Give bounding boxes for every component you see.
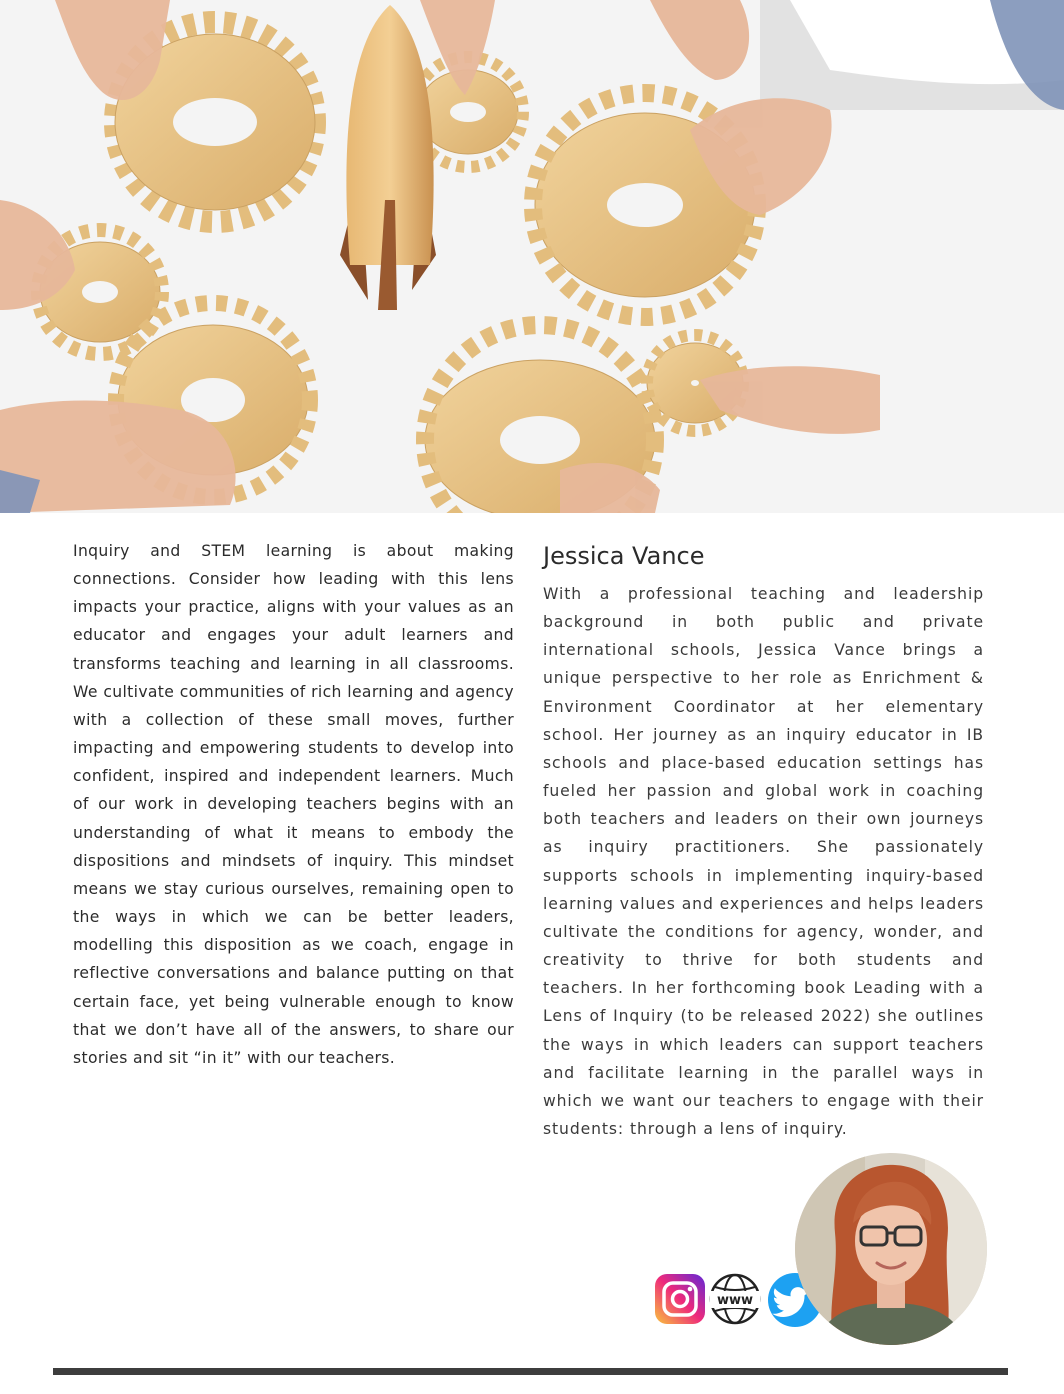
website-label: www [716,1293,754,1308]
footer-divider [53,1368,1008,1375]
author-portrait [795,1153,987,1345]
author-bio: With a professional teaching and leadership background in both public and private international schools, Jessica Vance brings a unique perspective to her role as Enrichment & Environment Coordinator at her elementary school. Her journey as an inquiry educator in IB schools and place-based education settings has fueled her passion and global work in coaching both teachers and leaders on their own journeys as inquiry practitioners. She passionately supports schools in implementing inquiry-based learning values and experiences and helps leaders cultivate the conditions for agency, wonder, and creativity to thrive for both students and teachers. In her forthcoming book Leading with a Lens of Inquiry (to be released 2022) she outlines the ways in which leaders can support teachers and facilitate learning in the parallel ways in which we want our teachers to engage with their students: through a lens of inquiry. [543,585,984,1138]
gears-illustration [0,0,1064,513]
intro-paragraph: Inquiry and STEM learning is about making connections. Consider how leading with this lens impacts your practice, aligns with your values as an educator and engages your adult learners and transforms teaching and learning in all classrooms. We cultivate communities of rich learning and agency with a collection of these small moves, further impacting and empowering students to develop into confident, inspired and independent learners. Much of our work in developing teachers begins with an understanding of what it means to embody the dispositions and mindsets of inquiry. This mindset means we stay curious ourselves, remaining open to the ways in which we can be better leaders, modelling this disposition as we coach, engage in reflective conversations and balance putting on that certain face, yet being vulnerable enough to know that we don’t have all of the answers, to share our stories and sit “in it” with our teachers. [73,542,514,1067]
hero-image-gears-rocket [0,0,1064,513]
intro-column [73,537,514,1072]
author-name: Jessica Vance [543,542,705,570]
instagram-icon[interactable] [653,1272,707,1326]
globe-www-icon[interactable] [708,1272,762,1326]
author-bio-column [543,537,984,1143]
